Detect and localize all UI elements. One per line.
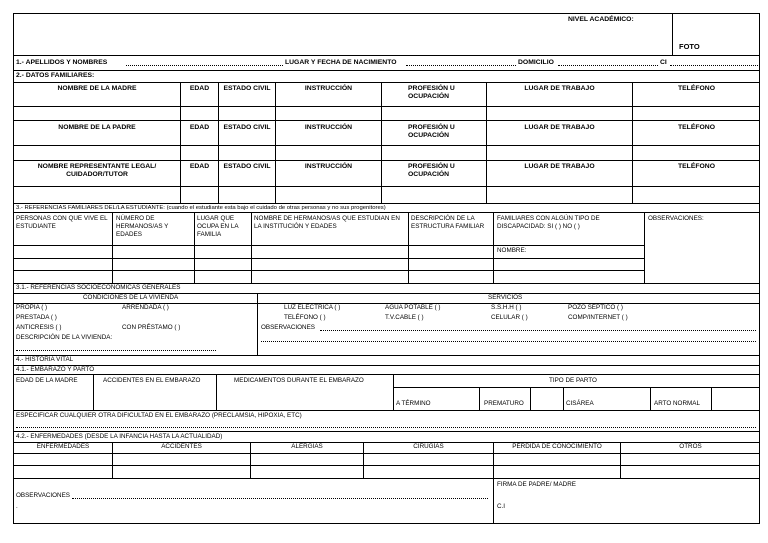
ref-col-1 xyxy=(112,212,113,283)
ref-col7-header: OBSERVACIONES: xyxy=(648,215,704,222)
madre-profesion-header: PROFESIÓN U OCUPACIÓN xyxy=(408,85,455,100)
ref-col3-header: LUGAR QUE OCUPA EN LA FAMILIA xyxy=(197,215,239,238)
celular-option[interactable]: CELULAR ( ) xyxy=(491,314,528,321)
edad-madre-header: EDAD DE LA MADRE xyxy=(16,377,78,384)
ref-col1-header: PERSONAS CON QUE VIVE EL ESTUDIANTE xyxy=(16,215,108,230)
con-prestamo-option[interactable]: CON PRÉSTAMO ( ) xyxy=(122,324,181,331)
line-11 xyxy=(13,258,644,259)
line-2 xyxy=(13,82,760,83)
observaciones-dot-mark: . xyxy=(16,503,18,510)
sshh-option[interactable]: S.S.H.H ( ) xyxy=(491,304,522,311)
tutor-name-header: NOMBRE REPRESENTANTE LEGAL/ CUIDADOR/TUTOR xyxy=(37,163,157,178)
tvcable-option[interactable]: T.V.CABLE ( ) xyxy=(385,314,424,321)
madre-lugar-header: LUGAR DE TRABAJO xyxy=(524,85,595,92)
cirugias-col-header: CIRUGÍAS xyxy=(413,443,444,450)
madre-instruccion-header: INSTRUCCIÓN xyxy=(304,85,353,92)
ref-col6-header: FAMILIARES CON ALGÚN TIPO DE DISCAPACIDAD: SI ( ) NO ( ) xyxy=(497,215,600,230)
socio-title: 3.1.- REFERENCIAS SOCIOECONÓMICAS GENERALES xyxy=(16,284,181,291)
anticresis-option[interactable]: ANTICRESIS ( ) xyxy=(16,324,62,331)
ci-label: CI xyxy=(660,59,667,66)
emb-col-3 xyxy=(393,374,394,410)
line-7 xyxy=(13,186,760,187)
descripcion-vivienda-label: DESCRIPCIÓN DE LA VIVIENDA: xyxy=(16,334,113,341)
pozo-option[interactable]: POZO SÉPTICO ( ) xyxy=(568,304,623,311)
telefono-option[interactable]: TELÉFONO ( ) xyxy=(284,314,326,321)
ref-col5-header: DESCRIPCIÓN DE LA ESTRUCTURA FAMILIAR xyxy=(411,215,485,230)
socio-divider xyxy=(257,293,258,355)
domicilio-dots[interactable] xyxy=(558,65,658,66)
foto-box-left xyxy=(672,13,673,55)
fam-col-6 xyxy=(632,82,633,203)
tutor-profesion-header: PROFESIÓN U OCUPACIÓN xyxy=(408,163,455,178)
cesarea-label: CISÁREA xyxy=(566,400,594,407)
line-25 xyxy=(13,478,760,479)
socio-obs-dots-1[interactable] xyxy=(320,330,756,331)
descripcion-dots[interactable] xyxy=(16,350,216,351)
line-16 xyxy=(13,355,760,356)
padre-name-header: NOMBRE DE LA PADRE xyxy=(58,124,136,131)
otros-col-header: OTROS xyxy=(679,443,702,450)
datos-familiares-title: 2.- DATOS FAMILIARES: xyxy=(16,72,95,79)
ref-col-3 xyxy=(251,212,252,283)
alergias-col-header: ALÉRGIAS xyxy=(291,443,323,450)
propia-option[interactable]: PROPIA ( ) xyxy=(16,304,48,311)
firma-label: FIRMA DE PADRE/ MADRE xyxy=(497,481,576,488)
accidentes-embarazo-header: ACCIDENTES EN EL EMBARAZO xyxy=(103,377,201,384)
line-18 xyxy=(13,374,760,375)
line-4 xyxy=(13,120,760,121)
emb-col-7 xyxy=(650,387,651,410)
ref-col-2 xyxy=(194,212,195,283)
ci-firma-label: C.I xyxy=(497,503,506,510)
historia-title: 4.- HISTORIA VITAL xyxy=(16,356,74,363)
apellidos-label: 1.- APELLIDOS Y NOMBRES xyxy=(16,59,108,66)
enfermedades-col-header: ENFERMEDADES xyxy=(36,443,90,450)
ref-col-6 xyxy=(644,212,645,283)
line-12 xyxy=(13,270,644,271)
padre-edad-header: EDAD xyxy=(189,124,210,131)
accidentes-col-header: ACCIDENTES xyxy=(161,443,202,450)
padre-profesion-header: PROFESIÓN U OCUPACIÓN xyxy=(408,124,455,139)
enf-col-4 xyxy=(493,442,494,524)
especificar-label: ESPECIFICAR CUALQUIER OTRA DIFICULTAD EN EL EMBARAZO (PRECLAMSIA, HIPOXIA, ETC) xyxy=(16,412,302,419)
line-21 xyxy=(13,431,760,432)
emb-col-1 xyxy=(93,374,94,410)
agua-option[interactable]: AGUA POTABLE ( ) xyxy=(385,304,441,311)
emb-col-4 xyxy=(479,387,480,410)
line-10 xyxy=(13,245,644,246)
apellidos-dots[interactable] xyxy=(126,65,283,66)
nombre-label: NOMBRE: xyxy=(497,247,527,254)
servicios-label: SERVICIOS xyxy=(488,294,523,301)
line-19 xyxy=(393,387,760,388)
referencias-title: 3.- REFERENCIAS FAMILIARES DEL/LA ESTUDIANTE: (cuando el estudiante esta bajo el cuidado de otras personas y no sus progenitores) xyxy=(16,205,386,211)
line-5 xyxy=(13,145,760,146)
ref-col-4 xyxy=(408,212,409,283)
padre-lugar-header: LUGAR DE TRABAJO xyxy=(524,124,595,131)
especificar-dots[interactable] xyxy=(16,427,756,428)
line-9 xyxy=(13,212,760,213)
line-17 xyxy=(13,365,760,366)
madre-telefono-header: TELÉFONO xyxy=(677,85,715,92)
embarazo-title: 4.1.- EMBARAZO Y PARTO xyxy=(16,366,95,373)
lugar-fecha-label: LUGAR Y FECHA DE NACIMIENTO xyxy=(285,59,397,66)
prestada-option[interactable]: PRESTADA ( ) xyxy=(16,314,57,321)
fam-col-4 xyxy=(381,82,382,203)
line-1 xyxy=(13,70,760,71)
enfermedades-title: 4.2.- ENFERMEDADES (DESDE LA INFANCIA HASTA LA ACTUALIDAD) xyxy=(16,433,223,440)
comp-option[interactable]: COMP/INTERNET ( ) xyxy=(568,314,628,321)
tutor-edad-header: EDAD xyxy=(189,163,210,170)
line-23 xyxy=(13,453,760,454)
ref-col-5 xyxy=(493,212,494,283)
socio-obs-dots-2[interactable] xyxy=(261,341,756,342)
luz-option[interactable]: LUZ ELECTRICA ( ) xyxy=(284,304,341,311)
ref-col2-header: NÚMERO DE HERMANOS/AS Y EDADES xyxy=(116,215,169,238)
fam-col-1 xyxy=(180,82,181,203)
ref-col4-header: NOMBRE DE HERMANOS/AS QUE ESTUDIAN EN LA INSTITUCIÓN Y EDADES xyxy=(254,215,400,230)
fam-col-3 xyxy=(275,82,276,203)
medicamentos-header: MEDICAMENTOS DURANTE EL EMBARAZO xyxy=(234,377,364,384)
lugar-fecha-dots[interactable] xyxy=(406,65,516,66)
emb-col-6 xyxy=(563,387,564,410)
line-20 xyxy=(13,410,760,411)
emb-col-8 xyxy=(711,387,712,410)
line-6 xyxy=(13,160,760,161)
tutor-telefono-header: TELÉFONO xyxy=(677,163,715,170)
madre-estado-header: ESTADO CIVIL xyxy=(223,85,271,92)
tutor-instruccion-header: INSTRUCCIÓN xyxy=(304,163,353,170)
emb-col-5 xyxy=(530,387,531,410)
padre-estado-header: ESTADO CIVIL xyxy=(223,124,271,131)
header-line xyxy=(13,55,760,56)
madre-name-header: NOMBRE DE LA MADRE xyxy=(57,85,137,92)
tutor-estado-header: ESTADO CIVIL xyxy=(223,163,271,170)
domicilio-label: DOMICILIO xyxy=(518,59,554,66)
padre-instruccion-header: INSTRUCCIÓN xyxy=(304,124,353,131)
parto-normal-label: ARTO NORMAL xyxy=(654,400,700,407)
fam-col-5 xyxy=(486,82,487,203)
padre-telefono-header: TELÉFONO xyxy=(677,124,715,131)
observaciones-final-label: OBSERVACIONES xyxy=(16,492,71,499)
perdida-col-header: PÉRDIDA DE CONOCIMIENTO xyxy=(512,443,602,450)
foto-label: FOTO xyxy=(679,42,700,51)
condiciones-label: CONDICIONES DE LA VIVIENDA xyxy=(83,294,179,301)
arrendada-option[interactable]: ARRENDADA ( ) xyxy=(122,304,169,311)
tipo-parto-header: TIPO DE PARTO xyxy=(549,377,597,384)
a-termino-label: A TÉRMINO xyxy=(396,400,431,407)
prematuro-label: PREMATURO xyxy=(484,400,524,407)
fam-col-2 xyxy=(218,82,219,203)
socio-observaciones-label: OBSERVACIONES xyxy=(261,324,316,331)
nivel-academico-label: NIVEL ACADÉMICO: xyxy=(568,16,634,23)
line-24 xyxy=(13,465,760,466)
line-3 xyxy=(13,106,760,107)
madre-edad-header: EDAD xyxy=(189,85,210,92)
ci-dots[interactable] xyxy=(670,65,758,66)
tutor-lugar-header: LUGAR DE TRABAJO xyxy=(524,163,595,170)
emb-col-2 xyxy=(216,374,217,410)
observaciones-final-dots[interactable] xyxy=(72,498,488,499)
